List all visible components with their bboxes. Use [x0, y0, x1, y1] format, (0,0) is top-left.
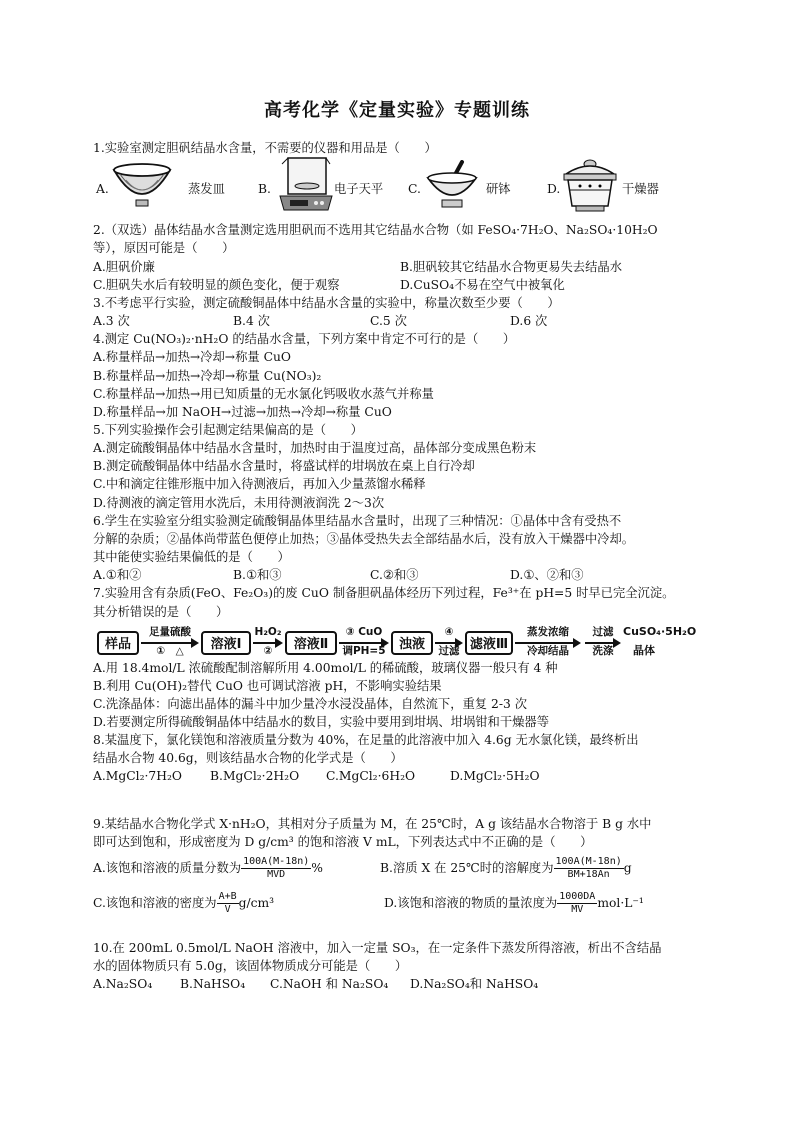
flow-product	[623, 625, 713, 658]
q4-stem: 4.测定 Cu(NO₃)₂·nH₂O 的结晶水含量，下列方案中肯定不可行的是（ ）	[93, 332, 516, 346]
q10-line1: 10.在 200mL 0.5mol/L NaOH 溶液中，加入一定量 SO₃，在一定条件下蒸发所得溶液，析出不含结晶	[93, 941, 662, 955]
flow-arrow-6	[585, 628, 621, 658]
flow-arrow-4-top: ④	[444, 626, 454, 638]
q1-option-b-letter: B.	[258, 182, 271, 196]
q7-line1: 7.实验用含有杂质(FeO、Fe₂O₃)的废 CuO 制备胆矾晶体经历下列过程，Fe³⁺在 pH=5 时早已完全沉淀。	[93, 586, 675, 600]
q10-option-c: C.NaOH 和 Na₂SO₄	[270, 977, 389, 991]
flow-arrow-5-bottom: 冷却结晶	[527, 645, 569, 657]
q10-option-a: A.Na₂SO₄	[93, 977, 153, 991]
q9-option-b-text: B.溶质 X 在 25℃时的溶解度为	[380, 861, 554, 875]
flow-arrow-5-top: 蒸发浓缩	[527, 626, 569, 638]
flow-arrow-1-bottom: ① △	[156, 645, 184, 657]
q1-option-b-name: 电子天平	[334, 182, 384, 196]
q8-option-b: B.MgCl₂·2H₂O	[210, 769, 300, 783]
q9-option-c-numerator: A+B	[218, 891, 237, 902]
q2-option-a: A.胆矾价廉	[93, 260, 155, 274]
q4-option-b: B.称量样品→加热→冷却→称量 Cu(NO₃)₂	[93, 369, 322, 383]
flow-arrow-3-top: ③ CuO	[345, 626, 383, 638]
q5-option-d: D.待测液的滴定管用水洗后，未用待测液润洗 2～3次	[93, 496, 385, 510]
q4-option-d: D.称量样品→加 NaOH→过滤→加热→冷却→称量 CuO	[93, 405, 392, 419]
q10-option-b: B.NaHSO₄	[180, 977, 246, 991]
flow-arrow-3-bottom: 调PH=5	[342, 645, 386, 657]
q1-option-d-letter: D.	[547, 182, 561, 196]
flow-arrow-5	[515, 628, 581, 658]
q9-option-c-fraction	[217, 891, 239, 916]
q6-line3: 其中能使实验结果偏低的是（ ）	[93, 550, 290, 564]
q5-option-c: C.中和滴定往锥形瓶中加入待测液后，再加入少量蒸馏水稀释	[93, 477, 426, 491]
q2-line2: 等），原因可能是（ ）	[93, 241, 235, 255]
q9-option-a	[93, 855, 323, 881]
flow-arrow-1	[141, 628, 199, 658]
q5-option-a: A.测定硫酸铜晶体中结晶水含量时，加热时由于温度过高，晶体部分变成黑色粉末	[93, 441, 537, 455]
q3-stem: 3.不考虑平行实验，测定硫酸铜晶体中结晶水含量的实验中，称量次数至少要（ ）	[93, 296, 560, 310]
q9-option-b-unit: g	[623, 861, 632, 875]
q10-line2: 水的固体物质只有 5.0g，该固体物质成分可能是（ ）	[93, 959, 408, 973]
q9-option-a-unit: %	[311, 861, 323, 875]
flow-box-filtrate-3: 滤液Ⅲ	[465, 631, 513, 655]
q9-line2: 即可达到饱和，形成密度为 D g/cm³ 的饱和溶液 V mL，下列表达式中不正确的是（ ）	[93, 835, 593, 849]
desiccator-icon	[560, 156, 620, 214]
q2-option-c: C.胆矾失水后有较明显的颜色变化，便于观察	[93, 278, 340, 292]
q9-line1: 9.某结晶水合物化学式 X·nH₂O，其相对分子质量为 M，在 25℃时，A g 该结晶水合物溶于 B g 水中	[93, 817, 652, 831]
flow-box-turbid: 浊液	[391, 631, 433, 655]
flow-arrow-2-top: H₂O₂	[254, 626, 282, 638]
evaporating-dish-icon	[110, 160, 174, 212]
q9-option-d-unit: mol·L⁻¹	[597, 896, 644, 910]
q1-stem: 1.实验室测定胆矾结晶水含量，不需要的仪器和用品是（ ）	[93, 141, 437, 155]
flow-box-solution-2: 溶液Ⅱ	[285, 631, 337, 655]
q7-option-b: B.利用 Cu(OH)₂替代 CuO 也可调试溶液 pH，不影响实验结果	[93, 679, 442, 693]
electronic-balance-icon	[278, 156, 334, 214]
q4-option-c: C.称量样品→加热→用已知质量的无水氯化钙吸收水蒸气并称量	[93, 387, 434, 401]
q6-option-d: D.①、②和③	[510, 568, 584, 582]
flow-box-sample: 样品	[97, 631, 139, 655]
flow-arrow-1-top: 足量硫酸	[149, 626, 191, 638]
q6-option-c: C.②和③	[370, 568, 419, 582]
flow-product-formula: CuSO₄·5H₂O	[623, 625, 697, 638]
q9-option-a-fraction	[241, 856, 311, 881]
flow-arrow-3	[339, 628, 389, 658]
q8-line1: 8.某温度下，氯化镁饱和溶液质量分数为 40%，在足量的此溶液中加入 4.6g 无水氯化镁，最终析出	[93, 733, 639, 747]
flow-arrow-6-top: 过滤	[592, 626, 614, 638]
q9-option-b-denominator: BM+18An	[567, 869, 610, 880]
q6-option-a: A.①和②	[93, 568, 142, 582]
q9-option-a-denominator: MVD	[267, 869, 286, 880]
q9-option-b-numerator: 100A(M-18n)	[555, 856, 622, 867]
q1-option-a-name: 蒸发皿	[188, 182, 225, 196]
q3-option-a: A.3 次	[93, 314, 130, 328]
flow-arrow-4-bottom: 过滤	[438, 645, 460, 657]
q3-option-c: C.5 次	[370, 314, 407, 328]
q7-option-c: C.洗涤晶体：向滤出晶体的漏斗中加少量冷水浸没晶体，自然流下，重复 2-3 次	[93, 697, 528, 711]
q8-option-d: D.MgCl₂·5H₂O	[450, 769, 540, 783]
q7-line2: 其分析错误的是（ ）	[93, 605, 229, 619]
q1-option-c-name: 研钵	[486, 182, 511, 196]
q3-option-b: B.4 次	[233, 314, 270, 328]
q1-option-d-name: 干燥器	[622, 182, 659, 196]
q9-option-c-text: C.该饱和溶液的密度为	[93, 896, 217, 910]
q2-option-d: D.CuSO₄不易在空气中被氧化	[400, 278, 565, 292]
q9-option-d-text: D.该饱和溶液的物质的量浓度为	[384, 896, 558, 910]
q9-option-b-fraction	[554, 856, 624, 881]
q9-option-d-denominator: MV	[571, 904, 584, 915]
flow-product-label: 晶体	[633, 644, 655, 657]
page-title: 高考化学《定量实验》专题训练	[264, 100, 530, 121]
q8-option-c: C.MgCl₂·6H₂O	[326, 769, 416, 783]
q5-stem: 5.下列实验操作会引起测定结果偏高的是（ ）	[93, 423, 363, 437]
flow-arrow-2	[253, 628, 283, 658]
q1-option-a-letter: A.	[96, 182, 109, 196]
q9-option-d-fraction	[557, 891, 597, 916]
q3-option-d: D.6 次	[510, 314, 548, 328]
q6-line1: 6.学生在实验室分组实验测定硫酸铜晶体里结晶水含量时，出现了三种情况：①晶体中含有受热不	[93, 514, 622, 528]
q7-option-d: D.若要测定所得硫酸铜晶体中结晶水的数目，实验中要用到坩埚、坩埚钳和干燥器等	[93, 715, 550, 729]
q1-option-c-letter: C.	[408, 182, 421, 196]
q9-option-d-numerator: 1000DA	[559, 891, 596, 902]
q7-flow-chart	[97, 625, 717, 658]
mortar-icon	[424, 160, 480, 212]
flow-arrow-4	[435, 628, 463, 658]
q5-option-b: B.测定硫酸铜晶体中结晶水含量时，将盛试样的坩埚放在桌上自行冷却	[93, 459, 475, 473]
flow-arrow-6-bottom: 洗涤	[592, 645, 614, 657]
q9-option-c	[93, 890, 274, 916]
q8-line2: 结晶水合物 40.6g，则该结晶水合物的化学式是（ ）	[93, 751, 403, 765]
q9-option-c-unit: g/cm³	[238, 896, 275, 910]
q6-option-b: B.①和③	[233, 568, 282, 582]
flow-box-solution-1: 溶液Ⅰ	[201, 631, 251, 655]
q2-line1: 2.（双选）晶体结晶水含量测定选用胆矾而不选用其它结晶水合物（如 FeSO₄·7H₂O、Na₂SO₄·10H₂O	[93, 223, 658, 237]
q10-option-d: D.Na₂SO₄和 NaHSO₄	[410, 977, 539, 991]
q2-option-b: B.胆矾较其它结晶水合物更易失去结晶水	[400, 260, 622, 274]
q6-line2: 分解的杂质；②晶体尚带蓝色便停止加热；③晶体受热失去全部结晶水后，没有放入干燥器中冷却。	[93, 532, 635, 546]
q9-option-c-denominator: V	[224, 904, 231, 915]
q4-option-a: A.称量样品→加热→冷却→称量 CuO	[93, 350, 291, 364]
flow-arrow-2-bottom: ②	[263, 645, 273, 657]
q9-option-b	[380, 855, 632, 881]
q8-option-a: A.MgCl₂·7H₂O	[93, 769, 182, 783]
q9-option-d	[384, 890, 644, 916]
q9-option-a-text: A.该饱和溶液的质量分数为	[93, 861, 242, 875]
q7-option-a: A.用 18.4mol/L 浓硫酸配制溶解所用 4.00mol/L 的稀硫酸，玻璃仪器一般只有 4 种	[93, 661, 558, 675]
q9-option-a-numerator: 100A(M-18n)	[243, 856, 310, 867]
